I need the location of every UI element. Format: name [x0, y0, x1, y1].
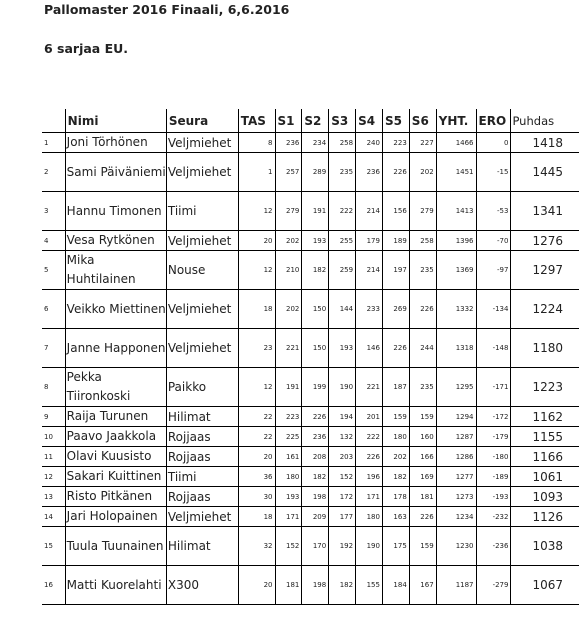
total-yht: 1287: [436, 427, 476, 447]
player-name: Paavo Jaakkola: [65, 427, 166, 447]
player-club: Veljmiehet: [166, 507, 238, 527]
total-yht: 1234: [436, 507, 476, 527]
score-s1: 161: [275, 447, 302, 467]
handicap-tas: 32: [238, 527, 275, 566]
table-row: [42, 231, 579, 251]
score-s4: 146: [356, 329, 383, 368]
handicap-tas: 8: [238, 133, 275, 153]
score-s3: 172: [329, 487, 356, 507]
difference-ero: -236: [476, 527, 511, 566]
row-num: 7: [42, 329, 65, 368]
total-yht: 1286: [436, 447, 476, 467]
score-s4: 214: [356, 192, 383, 231]
score-s1: 279: [275, 192, 302, 231]
header-s1: S1: [275, 109, 302, 133]
difference-ero: -53: [476, 192, 511, 231]
results-table: [42, 109, 579, 605]
score-s2: 236: [302, 427, 329, 447]
row-num: 9: [42, 407, 65, 427]
table-row: [42, 527, 579, 566]
scratch-puhdas: 1162: [511, 407, 579, 427]
difference-ero: -279: [476, 566, 511, 605]
player-club: Tiimi: [166, 467, 238, 487]
score-s2: 199: [302, 368, 329, 407]
total-yht: 1230: [436, 527, 476, 566]
score-s1: 236: [275, 133, 302, 153]
total-yht: 1273: [436, 487, 476, 507]
score-s6: 181: [409, 487, 436, 507]
scratch-puhdas: 1067: [511, 566, 579, 605]
score-s1: 171: [275, 507, 302, 527]
player-name: Hannu Timonen: [65, 192, 166, 231]
score-s2: 182: [302, 251, 329, 290]
total-yht: 1187: [436, 566, 476, 605]
player-name: Tuula Tuunainen: [65, 527, 166, 566]
handicap-tas: 30: [238, 487, 275, 507]
header-yht: YHT.: [436, 109, 476, 133]
score-s1: 223: [275, 407, 302, 427]
score-s5: 180: [382, 427, 409, 447]
total-yht: 1369: [436, 251, 476, 290]
score-s5: 189: [382, 231, 409, 251]
score-s1: 225: [275, 427, 302, 447]
score-s2: 226: [302, 407, 329, 427]
header-s5: S5: [382, 109, 409, 133]
player-name: Veikko Miettinen: [65, 290, 166, 329]
score-s1: 193: [275, 487, 302, 507]
score-s2: 208: [302, 447, 329, 467]
score-s6: 235: [409, 251, 436, 290]
score-s3: 194: [329, 407, 356, 427]
score-s2: 198: [302, 566, 329, 605]
total-yht: 1294: [436, 407, 476, 427]
score-s1: 210: [275, 251, 302, 290]
difference-ero: -97: [476, 251, 511, 290]
score-s4: 222: [356, 427, 383, 447]
player-club: Rojjaas: [166, 447, 238, 467]
score-s4: 196: [356, 467, 383, 487]
score-s2: 198: [302, 487, 329, 507]
score-s6: 226: [409, 507, 436, 527]
player-club: Nouse: [166, 251, 238, 290]
player-club: Rojjaas: [166, 487, 238, 507]
scratch-puhdas: 1126: [511, 507, 579, 527]
row-num: 13: [42, 487, 65, 507]
player-club: Veljmiehet: [166, 329, 238, 368]
score-s5: 159: [382, 407, 409, 427]
total-yht: 1396: [436, 231, 476, 251]
row-num: 5: [42, 251, 65, 290]
player-name: Olavi Kuusisto: [65, 447, 166, 467]
handicap-tas: 20: [238, 231, 275, 251]
table-row: [42, 133, 579, 153]
total-yht: 1277: [436, 467, 476, 487]
score-s4: 190: [356, 527, 383, 566]
score-s4: 240: [356, 133, 383, 153]
row-num: 15: [42, 527, 65, 566]
score-s6: 235: [409, 368, 436, 407]
score-s5: 202: [382, 447, 409, 467]
table-row: [42, 290, 579, 329]
total-yht: 1413: [436, 192, 476, 231]
player-club: Hilimat: [166, 407, 238, 427]
table-row: [42, 407, 579, 427]
score-s5: 184: [382, 566, 409, 605]
difference-ero: -193: [476, 487, 511, 507]
scratch-puhdas: 1166: [511, 447, 579, 467]
handicap-tas: 20: [238, 566, 275, 605]
row-num: 14: [42, 507, 65, 527]
score-s3: 152: [329, 467, 356, 487]
total-yht: 1318: [436, 329, 476, 368]
header-s6: S6: [409, 109, 436, 133]
player-club: Paikko: [166, 368, 238, 407]
table-row: [42, 329, 579, 368]
score-s2: 193: [302, 231, 329, 251]
total-yht: 1332: [436, 290, 476, 329]
handicap-tas: 36: [238, 467, 275, 487]
scratch-puhdas: 1445: [511, 153, 579, 192]
score-s3: 258: [329, 133, 356, 153]
table-header-row: [42, 109, 579, 133]
row-num: 16: [42, 566, 65, 605]
table-row: [42, 368, 579, 407]
score-s4: 171: [356, 487, 383, 507]
row-num: 1: [42, 133, 65, 153]
score-s5: 175: [382, 527, 409, 566]
player-name: Vesa Rytkönen: [65, 231, 166, 251]
player-club: Veljmiehet: [166, 290, 238, 329]
difference-ero: -189: [476, 467, 511, 487]
score-s1: 191: [275, 368, 302, 407]
score-s6: 160: [409, 427, 436, 447]
score-s3: 222: [329, 192, 356, 231]
handicap-tas: 23: [238, 329, 275, 368]
score-s6: 167: [409, 566, 436, 605]
score-s6: 226: [409, 290, 436, 329]
score-s2: 170: [302, 527, 329, 566]
difference-ero: -171: [476, 368, 511, 407]
player-name: Sakari Kuittinen: [65, 467, 166, 487]
score-s4: 214: [356, 251, 383, 290]
header-club: Seura: [166, 109, 238, 133]
player-club: Veljmiehet: [166, 133, 238, 153]
score-s6: 227: [409, 133, 436, 153]
player-name: Joni Törhönen: [65, 133, 166, 153]
total-yht: 1295: [436, 368, 476, 407]
score-s4: 226: [356, 447, 383, 467]
scratch-puhdas: 1038: [511, 527, 579, 566]
score-s6: 166: [409, 447, 436, 467]
score-s1: 180: [275, 467, 302, 487]
scratch-puhdas: 1061: [511, 467, 579, 487]
page-subtitle: 6 sarjaa EU.: [44, 41, 129, 56]
row-num: 11: [42, 447, 65, 467]
row-num: 2: [42, 153, 65, 192]
player-club: Veljmiehet: [166, 231, 238, 251]
score-s5: 187: [382, 368, 409, 407]
handicap-tas: 12: [238, 368, 275, 407]
total-yht: 1466: [436, 133, 476, 153]
player-name: Matti Kuorelahti: [65, 566, 166, 605]
table-row: [42, 467, 579, 487]
score-s3: 235: [329, 153, 356, 192]
score-s5: 163: [382, 507, 409, 527]
score-s3: 259: [329, 251, 356, 290]
row-num: 4: [42, 231, 65, 251]
scratch-puhdas: 1418: [511, 133, 579, 153]
score-s3: 144: [329, 290, 356, 329]
header-s4: S4: [356, 109, 383, 133]
score-s4: 180: [356, 507, 383, 527]
score-s4: 233: [356, 290, 383, 329]
score-s2: 191: [302, 192, 329, 231]
score-s6: 159: [409, 527, 436, 566]
score-s1: 257: [275, 153, 302, 192]
player-name: Raija Turunen: [65, 407, 166, 427]
score-s5: 197: [382, 251, 409, 290]
difference-ero: -70: [476, 231, 511, 251]
row-num: 3: [42, 192, 65, 231]
score-s3: 182: [329, 566, 356, 605]
header-name: Nimi: [65, 109, 166, 133]
header-num: [42, 109, 65, 133]
table-row: [42, 447, 579, 467]
handicap-tas: 12: [238, 192, 275, 231]
header-puhdas: Puhdas: [511, 109, 579, 133]
score-s4: 155: [356, 566, 383, 605]
score-s6: 244: [409, 329, 436, 368]
scratch-puhdas: 1223: [511, 368, 579, 407]
page-title: Pallomaster 2016 Finaali, 6,6.2016: [44, 2, 290, 17]
player-name: Janne Happonen: [65, 329, 166, 368]
score-s5: 178: [382, 487, 409, 507]
score-s5: 156: [382, 192, 409, 231]
score-s4: 236: [356, 153, 383, 192]
row-num: 6: [42, 290, 65, 329]
score-s3: 203: [329, 447, 356, 467]
scratch-puhdas: 1155: [511, 427, 579, 447]
handicap-tas: 22: [238, 427, 275, 447]
table-row: [42, 507, 579, 527]
player-club: Rojjaas: [166, 427, 238, 447]
player-club: X300: [166, 566, 238, 605]
score-s6: 169: [409, 467, 436, 487]
score-s2: 234: [302, 133, 329, 153]
score-s3: 193: [329, 329, 356, 368]
score-s2: 209: [302, 507, 329, 527]
player-name: Mika Huhtilainen: [65, 251, 166, 290]
score-s4: 201: [356, 407, 383, 427]
score-s2: 150: [302, 290, 329, 329]
scratch-puhdas: 1224: [511, 290, 579, 329]
table-row: [42, 153, 579, 192]
player-club: Hilimat: [166, 527, 238, 566]
scratch-puhdas: 1276: [511, 231, 579, 251]
player-name: Sami Päiväniemi: [65, 153, 166, 192]
score-s3: 132: [329, 427, 356, 447]
difference-ero: -232: [476, 507, 511, 527]
difference-ero: 0: [476, 133, 511, 153]
table-row: [42, 487, 579, 507]
score-s4: 179: [356, 231, 383, 251]
score-s6: 202: [409, 153, 436, 192]
player-club: Veljmiehet: [166, 153, 238, 192]
handicap-tas: 12: [238, 251, 275, 290]
score-s5: 269: [382, 290, 409, 329]
scratch-puhdas: 1093: [511, 487, 579, 507]
score-s1: 181: [275, 566, 302, 605]
handicap-tas: 22: [238, 407, 275, 427]
score-s1: 221: [275, 329, 302, 368]
scratch-puhdas: 1297: [511, 251, 579, 290]
player-name: Risto Pitkänen: [65, 487, 166, 507]
handicap-tas: 1: [238, 153, 275, 192]
player-name: Pekka Tiironkoski: [65, 368, 166, 407]
difference-ero: -172: [476, 407, 511, 427]
header-s2: S2: [302, 109, 329, 133]
player-club: Tiimi: [166, 192, 238, 231]
difference-ero: -180: [476, 447, 511, 467]
header-s3: S3: [329, 109, 356, 133]
difference-ero: -134: [476, 290, 511, 329]
table-row: [42, 427, 579, 447]
player-name: Jari Holopainen: [65, 507, 166, 527]
score-s3: 177: [329, 507, 356, 527]
score-s1: 152: [275, 527, 302, 566]
row-num: 12: [42, 467, 65, 487]
score-s2: 150: [302, 329, 329, 368]
score-s1: 202: [275, 290, 302, 329]
table-row: [42, 566, 579, 605]
score-s5: 226: [382, 329, 409, 368]
score-s3: 255: [329, 231, 356, 251]
handicap-tas: 20: [238, 447, 275, 467]
score-s5: 182: [382, 467, 409, 487]
total-yht: 1451: [436, 153, 476, 192]
score-s6: 159: [409, 407, 436, 427]
difference-ero: -179: [476, 427, 511, 447]
score-s6: 258: [409, 231, 436, 251]
handicap-tas: 18: [238, 290, 275, 329]
score-s1: 202: [275, 231, 302, 251]
score-s2: 289: [302, 153, 329, 192]
score-s3: 192: [329, 527, 356, 566]
row-num: 10: [42, 427, 65, 447]
row-num: 8: [42, 368, 65, 407]
scratch-puhdas: 1180: [511, 329, 579, 368]
score-s2: 182: [302, 467, 329, 487]
score-s5: 223: [382, 133, 409, 153]
score-s5: 226: [382, 153, 409, 192]
scratch-puhdas: 1341: [511, 192, 579, 231]
score-s4: 221: [356, 368, 383, 407]
handicap-tas: 18: [238, 507, 275, 527]
score-s3: 190: [329, 368, 356, 407]
score-s6: 279: [409, 192, 436, 231]
difference-ero: -15: [476, 153, 511, 192]
table-row: [42, 192, 579, 231]
table-row: [42, 251, 579, 290]
header-tas: TAS: [238, 109, 275, 133]
header-ero: ERO: [476, 109, 511, 133]
difference-ero: -148: [476, 329, 511, 368]
